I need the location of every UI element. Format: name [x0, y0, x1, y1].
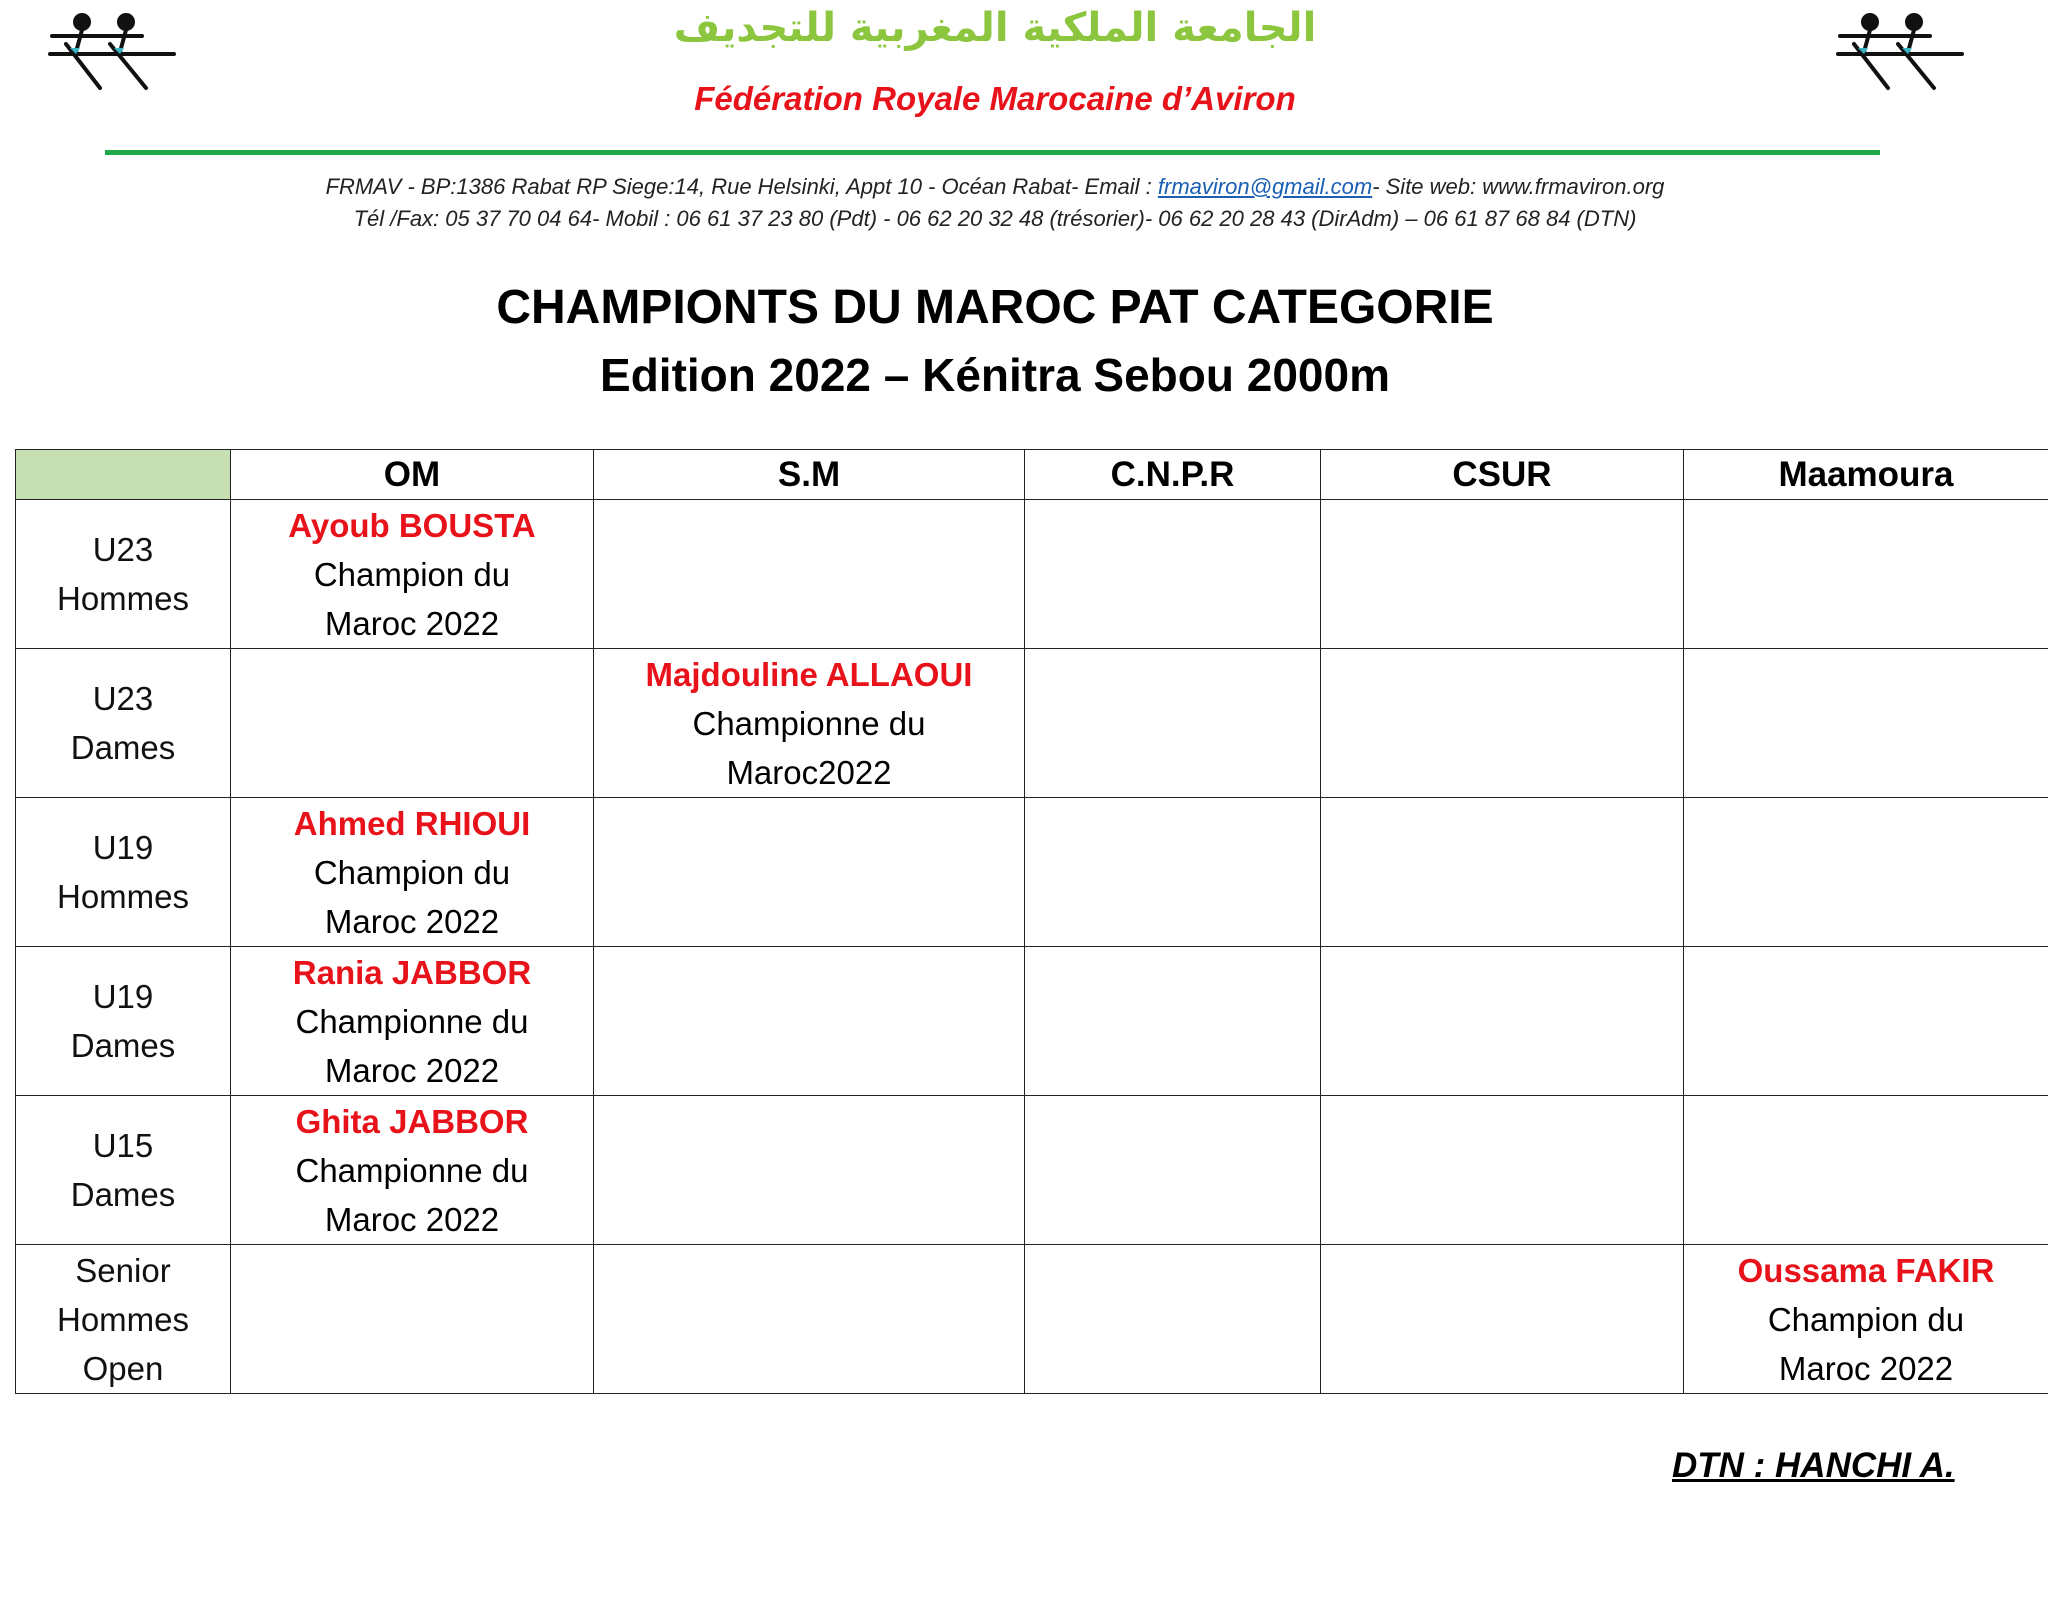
contact-email-link[interactable]: frmaviron@gmail.com: [1157, 174, 1373, 199]
winner-name: Ayoub BOUSTA: [288, 506, 536, 544]
table-corner-cell: [16, 450, 231, 500]
category-label: U23: [92, 531, 154, 568]
category-cell: [16, 649, 231, 798]
category-label: U19: [92, 978, 154, 1015]
document-subtitle: Edition 2022 – Kénitra Sebou 2000m: [600, 349, 1390, 401]
champions-table: [15, 449, 2048, 1394]
category-label: U15: [92, 1127, 154, 1164]
category-label: U23: [92, 680, 154, 717]
result-cell: [1321, 1245, 1684, 1394]
award-title: Championne du: [295, 1151, 529, 1189]
result-cell: [231, 500, 594, 649]
result-cell: [594, 1096, 1025, 1245]
category-label: U19: [92, 829, 154, 866]
category-cell: [16, 500, 231, 649]
result-cell: [594, 947, 1025, 1096]
award-title: Championne du: [692, 704, 926, 742]
category-cell: [16, 1096, 231, 1245]
category-cell: [16, 1245, 231, 1394]
winner-name: Oussama FAKIR: [1737, 1251, 1995, 1289]
result-cell: [1684, 649, 2048, 798]
winner-name: Ghita JABBOR: [295, 1102, 529, 1140]
contact-line-1: [0, 174, 1990, 200]
award-title: Maroc 2022: [1778, 1349, 1954, 1387]
contact-address: FRMAV - BP:1386 Rabat RP Siege:14, Rue Helsinki, Appt 10 - Océan Rabat- Email :: [325, 174, 1158, 199]
category-label: Dames: [70, 1027, 176, 1064]
table-row: [16, 649, 2048, 798]
result-cell: [1684, 798, 2048, 947]
category-label: Hommes: [56, 878, 190, 915]
result-cell: [1025, 1096, 1321, 1245]
federation-arabic-name: الجامعة الملكية المغربية للتجديف: [673, 5, 1317, 51]
award-title: Maroc 2022: [324, 604, 500, 642]
award-title: Champion du: [1767, 1300, 1965, 1338]
result-cell: [1025, 500, 1321, 649]
result-cell: [1321, 947, 1684, 1096]
award-title: Maroc2022: [726, 753, 892, 791]
contact-website: - Site web: www.frmaviron.org: [1372, 174, 1665, 199]
column-header: CSUR: [1321, 450, 1684, 500]
header-divider: [105, 150, 1880, 155]
category-cell: [16, 798, 231, 947]
award-title: Maroc 2022: [324, 902, 500, 940]
winner-name: Majdouline ALLAOUI: [645, 655, 973, 693]
category-label: Open: [82, 1349, 164, 1387]
category-cell: [16, 947, 231, 1096]
table-row: [16, 1096, 2048, 1245]
result-cell: [1025, 947, 1321, 1096]
result-cell: [231, 947, 594, 1096]
result-cell: [1025, 1245, 1321, 1394]
dtn-signature: DTN : HANCHI A.: [1672, 1446, 1955, 1485]
table-row: [16, 798, 2048, 947]
award-title: Champion du: [313, 555, 511, 593]
category-label: Hommes: [56, 1300, 190, 1338]
result-cell: [1321, 1096, 1684, 1245]
award-title: Maroc 2022: [324, 1200, 500, 1238]
winner-name: Rania JABBOR: [292, 953, 532, 991]
category-label: Hommes: [56, 580, 190, 617]
result-cell: [1684, 947, 2048, 1096]
award-title: Championne du: [295, 1002, 529, 1040]
result-cell: [594, 798, 1025, 947]
result-cell: [231, 1096, 594, 1245]
table-header-row: [16, 450, 2048, 500]
award-title: Maroc 2022: [324, 1051, 500, 1089]
result-cell: [1684, 1096, 2048, 1245]
column-header: S.M: [594, 450, 1025, 500]
result-cell: [1025, 798, 1321, 947]
result-cell: [1025, 649, 1321, 798]
result-cell: [594, 500, 1025, 649]
result-cell: [1684, 500, 2048, 649]
table-row: [16, 500, 2048, 649]
document-title: CHAMPIONTS DU MAROC PAT CATEGORIE: [496, 281, 1494, 334]
award-title: Champion du: [313, 853, 511, 891]
winner-name: Ahmed RHIOUI: [293, 804, 531, 842]
category-label: Dames: [70, 729, 176, 766]
federation-name: Fédération Royale Marocaine d’Aviron: [694, 80, 1296, 117]
result-cell: [231, 1245, 594, 1394]
result-cell: [231, 798, 594, 947]
table-row: [16, 1245, 2048, 1394]
result-cell: [594, 1245, 1025, 1394]
result-cell: [1321, 649, 1684, 798]
result-cell: [1321, 500, 1684, 649]
column-header: OM: [231, 450, 594, 500]
category-label: Dames: [70, 1176, 176, 1213]
contact-line-2: Tél /Fax: 05 37 70 04 64- Mobil : 06 61 37 23 80 (Pdt) - 06 62 20 32 48 (trésorier)- 06 62 20 28 43 (DirAdm) – 06 61 87 68 84 (DTN): [353, 206, 1637, 231]
category-label: Senior: [75, 1251, 171, 1289]
column-header: C.N.P.R: [1025, 450, 1321, 500]
column-header: Maamoura: [1684, 450, 2048, 500]
table-row: [16, 947, 2048, 1096]
result-cell: [1684, 1245, 2048, 1394]
result-cell: [1321, 798, 1684, 947]
result-cell: [231, 649, 594, 798]
result-cell: [594, 649, 1025, 798]
